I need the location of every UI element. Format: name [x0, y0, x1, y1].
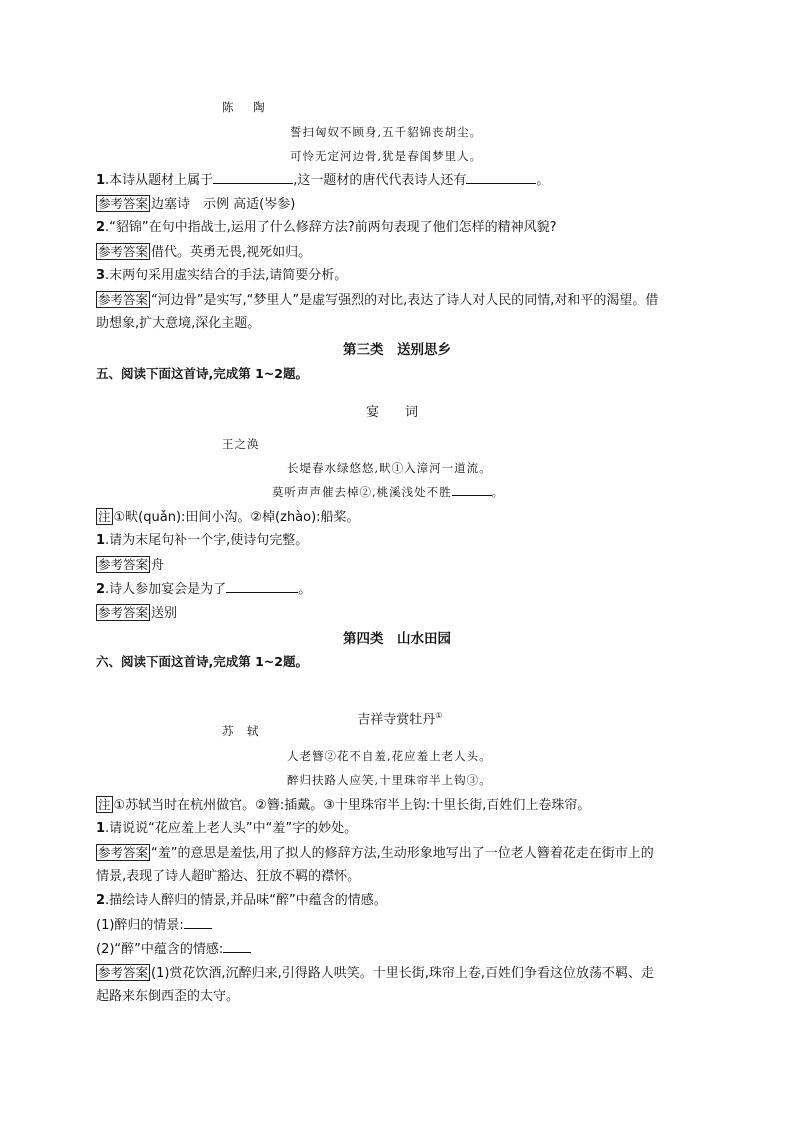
question-number: 2: [96, 582, 106, 597]
note-label: 注: [98, 509, 111, 524]
answer-1: [96, 195, 295, 214]
note-text: ①畎(quǎn):田间小沟。②棹(zhào):船桨。: [113, 510, 360, 525]
question-text: .描绘诗人醉归的情景,并品味“醉”中蕴含的情感。: [105, 893, 387, 908]
answer-text: “河边骨”是实写,“梦里人”是虚写强烈的对比,表达了诗人对人民的同情,对和平的渴望。借: [151, 293, 659, 308]
poem-line: 醉归扶路人应笑,十里珠帘半上钩③。: [287, 773, 492, 787]
answer-label: 参考答案: [98, 605, 149, 620]
answer-label: 参考答案: [98, 292, 149, 307]
answer-5: [96, 604, 177, 623]
answer-blank: [226, 580, 298, 593]
poem-note: [96, 508, 360, 527]
answer-blank: [223, 940, 251, 953]
question-3: [96, 267, 347, 285]
answer-3-cont: 助想象,扩大意境,深化主题。: [96, 316, 261, 331]
answer-7: [96, 964, 654, 983]
question-text: .本诗从题材上属于: [105, 173, 214, 188]
answer-label: 参考答案: [98, 557, 149, 572]
section-instruction: 六、阅读下面这首诗,完成第 1~2题。: [96, 654, 308, 669]
answer-7-cont: 起路来东倒西歪的太守。: [96, 989, 240, 1004]
answer-blank: [213, 171, 293, 184]
answer-text: 送别: [151, 606, 178, 621]
answer-2: [96, 243, 311, 262]
poem-line: 长堤春水绿悠悠,畎①入漳河一道流。: [287, 461, 492, 475]
question-text: ,这一题材的唐代代表诗人还有: [293, 173, 467, 188]
poem-author: 陈 陶: [222, 100, 273, 114]
poem-title: 吉祥寺赏牡丹①: [357, 711, 443, 728]
answer-label: 参考答案: [98, 845, 149, 860]
section-title: 第三类 送别思乡: [343, 342, 451, 358]
answer-blank: [184, 916, 212, 929]
poem-note: [96, 796, 590, 815]
section-instruction: 五、阅读下面这首诗,完成第 1~2题。: [96, 366, 308, 381]
question-number: 2: [96, 220, 106, 235]
question-number: 1: [96, 821, 106, 836]
question-text: .请说说“花应羞上老人头”中“羞”字的妙处。: [105, 821, 358, 836]
poem-line: 莫听声声催去棹②,桃溪浅处不胜 。: [272, 485, 505, 499]
answer-text: (1)赏花饮酒,沉醉归来,引得路人哄笑。十里长街,珠帘上卷,百姓们争看这位放荡不羁、走: [151, 966, 654, 981]
poem-line: 可怜无定河边骨,犹是春闺梦里人。: [290, 149, 483, 163]
question-7-sub1: (1)醉归的情景:: [96, 916, 212, 935]
question-number: 3: [96, 268, 106, 283]
answer-blank: [452, 484, 492, 496]
question-7: [96, 892, 387, 910]
question-text: .诗人参加宴会是为了: [105, 582, 227, 597]
question-text: .“貂锦”在句中指战士,运用了什么修辞方法?前两句表现了他们怎样的精神风貌?: [105, 220, 557, 235]
answer-label: 参考答案: [98, 965, 149, 980]
poem-line: 誓扫匈奴不顾身,五千貂锦丧胡尘。: [290, 125, 483, 139]
poem-author: 王之涣: [222, 437, 260, 451]
answer-6-cont: 情景,表现了诗人超旷豁达、狂放不羁的襟怀。: [96, 869, 361, 884]
poem-title: 宴 词: [366, 405, 419, 420]
answer-4: [96, 556, 164, 575]
poem-author: 苏 轼: [222, 724, 260, 738]
question-number: 2: [96, 893, 106, 908]
question-text: .末两句采用虚实结合的手法,请简要分析。: [105, 268, 348, 283]
answer-text: 舟: [151, 558, 165, 573]
question-number: 1: [96, 173, 106, 188]
answer-text: 借代。英勇无畏,视死如归。: [151, 245, 312, 260]
answer-label: 参考答案: [98, 244, 149, 259]
answer-text: 边塞诗 示例 高适(岑参): [151, 197, 296, 212]
question-4: [96, 532, 308, 550]
note-text: ①苏轼当时在杭州做官。②簪:插戴。③十里珠帘半上钩:十里长街,百姓们上卷珠帘。: [113, 798, 591, 813]
poem-line: 人老簪②花不自羞,花应羞上老人头。: [287, 749, 492, 763]
question-1: 1.本诗从题材上属于 ,这一题材的唐代代表诗人还有 。: [96, 173, 550, 188]
note-label: 注: [98, 797, 111, 812]
question-number: 1: [96, 533, 106, 548]
answer-text: “羞”的意思是羞怯,用了拟人的修辞方法,生动形象地写出了一位老人簪着花走在街市上的: [151, 846, 654, 861]
question-2: [96, 219, 557, 237]
question-6: [96, 820, 357, 838]
question-5: 2.诗人参加宴会是为了 。: [96, 582, 312, 597]
answer-6: [96, 844, 654, 863]
answer-3: [96, 291, 658, 310]
section-title: 第四类 山水田园: [343, 631, 451, 647]
question-text: .请为末尾句补一个字,使诗句完整。: [105, 533, 309, 548]
answer-blank: [466, 171, 536, 184]
answer-label: 参考答案: [98, 196, 149, 211]
question-7-sub2: (2)“醉”中蕴含的情感:: [96, 940, 251, 959]
